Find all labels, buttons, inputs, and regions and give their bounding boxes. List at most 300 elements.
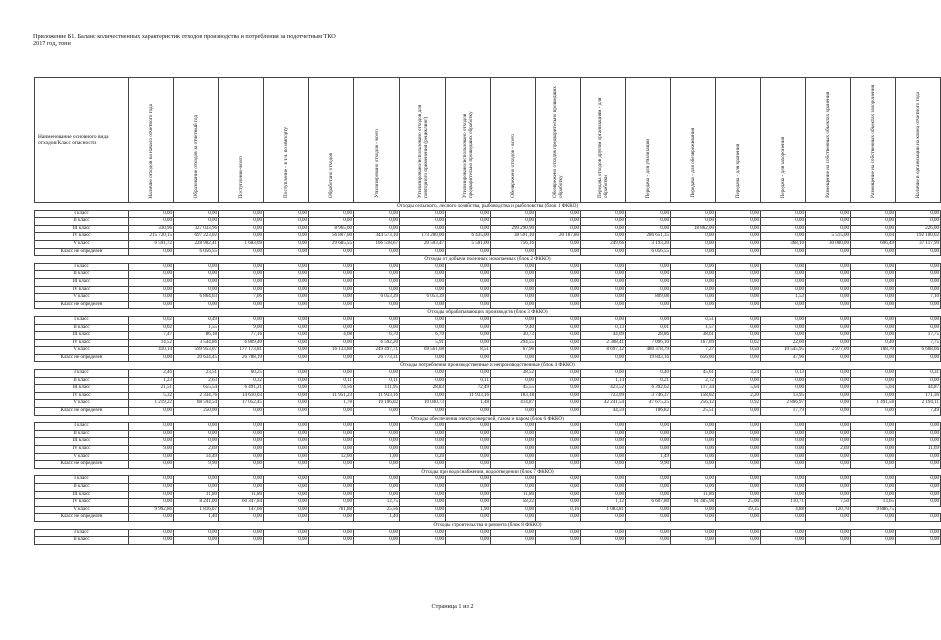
value-cell: 1,55 (174, 324, 219, 332)
value-cell: 0,00 (491, 408, 536, 416)
value-cell: 0,00 (806, 385, 851, 393)
value-cell: 88 594,54 (174, 400, 219, 408)
table-row (35, 218, 941, 226)
column-header (400, 78, 446, 203)
table-row (35, 347, 941, 355)
section-title: Отходы сельского, лесного хозяйства, рыбоводства и рыболовства (блок 1 ФККО) (35, 203, 941, 211)
value-cell: 0,00 (264, 301, 309, 309)
value-cell: 0,00 (400, 529, 446, 537)
value-cell: 1 219,22 (129, 400, 174, 408)
value-cell: 0,00 (446, 218, 491, 226)
value-cell: 0,00 (716, 225, 761, 233)
value-cell: 327 033,96 (174, 225, 219, 233)
value-cell: 0,00 (129, 537, 174, 545)
value-cell: 0,40 (851, 339, 896, 347)
value-cell: 0,00 (174, 423, 219, 431)
value-cell: 0,00 (716, 446, 761, 454)
value-cell: 0,00 (536, 332, 581, 340)
value-cell: 5,91 (400, 339, 446, 347)
value-cell: 0,00 (626, 271, 671, 279)
value-cell: 0,00 (536, 301, 581, 309)
value-cell: 0,00 (219, 430, 264, 438)
value-cell: 0,00 (671, 294, 716, 302)
value-cell: 0,00 (446, 438, 491, 446)
value-cell: 0,00 (806, 316, 851, 324)
value-cell: 0,00 (806, 248, 851, 256)
value-cell: 0,00 (716, 483, 761, 491)
table-row (35, 377, 941, 385)
value-cell: 0,00 (536, 278, 581, 286)
value-cell: 0,00 (400, 392, 446, 400)
value-cell: 0,00 (896, 438, 941, 446)
value-cell: 5 501,00 (446, 240, 491, 248)
table-row (35, 476, 941, 484)
table-row (35, 339, 941, 347)
value-cell: 0,00 (626, 430, 671, 438)
value-cell: 0,00 (354, 218, 400, 226)
value-cell: 0,00 (400, 491, 446, 499)
value-cell: 0,00 (129, 286, 174, 294)
value-cell: 0,00 (354, 537, 400, 545)
hazard-class-cell: V класс (35, 453, 129, 461)
table-row (35, 423, 941, 431)
value-cell: 21,51 (129, 385, 174, 393)
hazard-class-cell: Класс не определен (35, 248, 129, 256)
column-header-label: Наличие в организации на конец отчетного года (915, 91, 921, 198)
value-cell: 0,31 (896, 370, 941, 378)
value-cell: 0,00 (354, 529, 400, 537)
value-cell: 0,00 (761, 423, 806, 431)
value-cell: 0,00 (174, 430, 219, 438)
value-cell: 0,00 (400, 370, 446, 378)
value-cell: 0,00 (491, 354, 536, 362)
value-cell: 1 816,07 (174, 506, 219, 514)
value-cell: 0,00 (851, 514, 896, 522)
value-cell: 5,04 (716, 385, 761, 393)
value-cell: 10 040,73 (400, 400, 446, 408)
value-cell: 0,00 (400, 278, 446, 286)
value-cell: 761,88 (309, 506, 354, 514)
hazard-class-cell: III класс (35, 385, 129, 393)
value-cell: 8 965,00 (309, 225, 354, 233)
value-cell: 0,00 (626, 514, 671, 522)
value-cell: 19 843,16 (626, 354, 671, 362)
value-cell: 0,00 (446, 499, 491, 507)
value-cell: 330,96 (129, 225, 174, 233)
value-cell: 9 886,75 (851, 506, 896, 514)
column-header-label: Передача - для утилизации (645, 138, 651, 198)
value-cell: 0,00 (716, 316, 761, 324)
value-cell: 9,90 (174, 461, 219, 469)
value-cell: 0,00 (626, 446, 671, 454)
value-cell: 0,00 (354, 301, 400, 309)
value-cell: 0,00 (219, 248, 264, 256)
value-cell: 480 378,79 (626, 347, 671, 355)
value-cell: 9,40 (491, 324, 536, 332)
value-cell: 44,09 (581, 332, 626, 340)
value-cell: 215 720,15 (129, 233, 174, 241)
value-cell: 0,00 (400, 423, 446, 431)
value-cell: 0,00 (491, 438, 536, 446)
value-cell: 0,00 (851, 483, 896, 491)
column-header-label: Передача - для обезвреживания (690, 128, 696, 198)
value-cell: 42 241,54 (581, 400, 626, 408)
value-cell: 0,00 (806, 218, 851, 226)
value-cell: 0,00 (806, 271, 851, 279)
value-cell: 0,00 (129, 218, 174, 226)
column-header-label: Образование отходов за отчетный год (193, 114, 199, 198)
value-cell: 0,00 (264, 354, 309, 362)
value-cell: 0,00 (400, 438, 446, 446)
value-cell: 0,00 (400, 461, 446, 469)
value-cell: 0,00 (716, 218, 761, 226)
value-cell: 0,00 (129, 294, 174, 302)
value-cell: 0,00 (264, 339, 309, 347)
value-cell: 0,00 (219, 218, 264, 226)
value-cell: 6 392,62 (626, 385, 671, 393)
value-cell: 0,00 (491, 529, 536, 537)
value-cell: 45,55 (491, 385, 536, 393)
column-header (761, 78, 806, 203)
value-cell: 0,00 (446, 278, 491, 286)
value-cell: 0,00 (536, 430, 581, 438)
hazard-class-cell: V класс (35, 347, 129, 355)
value-cell: 723,09 (581, 392, 626, 400)
value-cell: 0,00 (354, 446, 400, 454)
value-cell: 0,01 (626, 324, 671, 332)
value-cell: 9,00 (219, 324, 264, 332)
column-header-label: Передача - для хранения (735, 143, 741, 198)
value-cell: 0,00 (671, 453, 716, 461)
value-cell: 0,00 (309, 408, 354, 416)
value-cell: 0,00 (264, 316, 309, 324)
value-cell: 0,00 (174, 476, 219, 484)
value-cell: 0,00 (491, 301, 536, 309)
value-cell: 0,00 (174, 271, 219, 279)
value-cell: 0,21 (626, 377, 671, 385)
value-cell: 0,00 (446, 461, 491, 469)
value-cell: 0,00 (896, 529, 941, 537)
value-cell: 0,40 (626, 370, 671, 378)
value-cell: 0,00 (446, 332, 491, 340)
value-cell: 0,00 (671, 301, 716, 309)
hazard-class-cell: I класс (35, 210, 129, 218)
hazard-class-cell: III класс (35, 278, 129, 286)
value-cell: 2 194,11 (896, 400, 941, 408)
value-cell: 0,00 (671, 483, 716, 491)
value-cell: 0,00 (671, 240, 716, 248)
value-cell: 0,02 (129, 324, 174, 332)
value-cell: 0,00 (219, 438, 264, 446)
value-cell: 0,00 (536, 514, 581, 522)
value-cell: 0,00 (264, 392, 309, 400)
value-cell: 2,72 (671, 377, 716, 385)
value-cell: 0,00 (264, 491, 309, 499)
value-cell: 0,00 (446, 263, 491, 271)
value-cell: 0,00 (309, 354, 354, 362)
value-cell: 0,00 (896, 210, 941, 218)
value-cell: 0,00 (851, 377, 896, 385)
value-cell: 5,04 (851, 385, 896, 393)
value-cell: 60,25 (219, 370, 264, 378)
column-header (896, 78, 941, 203)
value-cell: 6 056,55 (174, 248, 219, 256)
value-cell: 0,00 (581, 278, 626, 286)
value-cell: 1,40 (354, 514, 400, 522)
value-cell: 0,00 (264, 438, 309, 446)
value-cell: 0,00 (446, 446, 491, 454)
value-cell: 0,00 (761, 301, 806, 309)
value-cell: 0,00 (219, 529, 264, 537)
value-cell: 0,00 (851, 218, 896, 226)
table-row (35, 316, 941, 324)
value-cell: 0,00 (806, 537, 851, 545)
value-cell: 0,00 (491, 430, 536, 438)
table-row (35, 529, 941, 537)
value-cell: 0,00 (806, 294, 851, 302)
value-cell: 0,00 (536, 483, 581, 491)
value-cell: 0,00 (761, 263, 806, 271)
value-cell: 0,00 (581, 263, 626, 271)
value-cell: 0,00 (309, 438, 354, 446)
value-cell: 0,00 (536, 453, 581, 461)
value-cell: 0,00 (400, 286, 446, 294)
hazard-class-cell: I класс (35, 263, 129, 271)
table-row (35, 461, 941, 469)
value-cell: 0,00 (400, 271, 446, 279)
value-cell: 0,00 (400, 324, 446, 332)
value-cell: 0,00 (536, 461, 581, 469)
value-cell: 4,08 (309, 332, 354, 340)
value-cell: 0,00 (761, 385, 806, 393)
value-cell: 0,00 (716, 271, 761, 279)
value-cell: 7,75 (896, 339, 941, 347)
value-cell: 0,00 (446, 514, 491, 522)
value-cell: 423,52 (581, 385, 626, 393)
value-cell: 0,00 (716, 294, 761, 302)
hazard-class-cell: IV класс (35, 499, 129, 507)
value-cell: 0,00 (354, 316, 400, 324)
value-cell: 11 951,23 (309, 392, 354, 400)
hazard-class-cell: III класс (35, 491, 129, 499)
value-cell: 0,00 (309, 278, 354, 286)
value-cell: 0,00 (581, 248, 626, 256)
value-cell: 1,57 (671, 324, 716, 332)
value-cell: 0,00 (896, 278, 941, 286)
value-cell: 13,95 (761, 392, 806, 400)
column-header-label: Утилизировано отходов - всего (373, 129, 380, 198)
value-cell: 0,00 (626, 225, 671, 233)
value-cell: 3 544,86 (174, 339, 219, 347)
value-cell: 11 933,16 (446, 392, 491, 400)
value-cell: 0,00 (671, 476, 716, 484)
value-cell: 0,00 (491, 218, 536, 226)
section-header-row (35, 203, 941, 211)
value-cell: 0,00 (129, 301, 174, 309)
column-header: Наименование основного вида отходов/Класс опасности (35, 78, 129, 203)
value-cell: 7,06 (219, 294, 264, 302)
value-cell: 0,00 (446, 491, 491, 499)
value-cell: 0,00 (174, 278, 219, 286)
value-cell: 5 515,00 (806, 233, 851, 241)
value-cell: 167,69 (671, 339, 716, 347)
table-row (35, 400, 941, 408)
value-cell: 0,00 (761, 491, 806, 499)
table-row (35, 499, 941, 507)
hazard-class-cell: I класс (35, 423, 129, 431)
column-header (626, 78, 671, 203)
value-cell: 0,00 (716, 408, 761, 416)
column-header-label: Размещение на собственных объектах хранения (825, 92, 831, 198)
value-cell: 0,00 (581, 446, 626, 454)
value-cell: 0,00 (806, 423, 851, 431)
value-cell: 6 591,72 (129, 240, 174, 248)
value-cell: 0,00 (896, 316, 941, 324)
table-header-row (35, 78, 941, 203)
value-cell: 0,00 (536, 324, 581, 332)
value-cell: 0,00 (806, 377, 851, 385)
value-cell: 0,00 (716, 240, 761, 248)
value-cell: 0,00 (446, 453, 491, 461)
value-cell: 0,00 (129, 210, 174, 218)
value-cell: 0,00 (264, 408, 309, 416)
table-row (35, 301, 941, 309)
value-cell: 0,00 (129, 483, 174, 491)
value-cell: 0,00 (491, 316, 536, 324)
value-cell: 23,51 (174, 370, 219, 378)
value-cell: 0,00 (219, 476, 264, 484)
value-cell: 0,00 (354, 423, 400, 431)
value-cell: 0,00 (716, 332, 761, 340)
value-cell: 0,00 (851, 423, 896, 431)
value-cell: 0,00 (400, 263, 446, 271)
value-cell: 2 977,00 (806, 347, 851, 355)
value-cell: 0,00 (309, 476, 354, 484)
value-cell: 0,00 (446, 324, 491, 332)
value-cell: 2 308,41 (581, 339, 626, 347)
value-cell: 0,00 (581, 430, 626, 438)
hazard-class-cell: III класс (35, 225, 129, 233)
hazard-class-cell: V класс (35, 240, 129, 248)
value-cell: 108,70 (851, 347, 896, 355)
value-cell: 249,66 (581, 240, 626, 248)
column-header-label: Обезврежено отходов предварительно прошедших обработку (552, 86, 564, 198)
table-row (35, 332, 941, 340)
value-cell: 0,00 (400, 446, 446, 454)
value-cell: 0,00 (626, 423, 671, 431)
value-cell: 0,00 (671, 278, 716, 286)
value-cell: 0,00 (851, 263, 896, 271)
value-cell: 0,00 (309, 529, 354, 537)
value-cell: 0,00 (219, 453, 264, 461)
value-cell: 0,00 (536, 210, 581, 218)
section-title: Отходы обеспечения электроэнергией, газом и паром (блок 6 ФККО) (35, 415, 941, 423)
value-cell: 0,00 (491, 294, 536, 302)
column-header-label: Передача отходов другим организациям - для обработки (597, 97, 609, 198)
value-cell: 6 491,21 (219, 385, 264, 393)
value-cell: 0,00 (446, 476, 491, 484)
value-cell: 0,00 (806, 438, 851, 446)
value-cell: 0,00 (446, 271, 491, 279)
value-cell: 368,10 (761, 240, 806, 248)
value-cell: 0,00 (264, 430, 309, 438)
value-cell: 0,00 (446, 316, 491, 324)
value-cell: 120,70 (806, 506, 851, 514)
value-cell: 0,00 (716, 529, 761, 537)
value-cell: 0,00 (806, 263, 851, 271)
value-cell: 0,00 (446, 210, 491, 218)
value-cell: 47 675,25 (626, 400, 671, 408)
value-cell: 0,00 (806, 339, 851, 347)
value-cell: 0,00 (716, 278, 761, 286)
value-cell: 1,49 (626, 453, 671, 461)
value-cell: 0,00 (309, 423, 354, 431)
value-cell: 25,00 (716, 499, 761, 507)
document-subtitle: 2017 год, тонн (33, 40, 71, 47)
value-cell: 0,00 (806, 332, 851, 340)
value-cell: 0,00 (129, 271, 174, 279)
value-cell: 0,00 (536, 392, 581, 400)
value-cell: 0,00 (400, 377, 446, 385)
value-cell: 3,24 (716, 370, 761, 378)
value-cell: 0,00 (761, 271, 806, 279)
value-cell: 0,00 (761, 476, 806, 484)
table-row (35, 438, 941, 446)
table-row (35, 278, 941, 286)
value-cell: 0,00 (896, 263, 941, 271)
value-cell: 0,00 (491, 476, 536, 484)
value-cell: 0,00 (626, 537, 671, 545)
value-cell: 0,00 (671, 514, 716, 522)
value-cell: 1,90 (446, 506, 491, 514)
value-cell: 0,00 (264, 271, 309, 279)
value-cell: 0,00 (671, 461, 716, 469)
value-cell: 0,13 (761, 370, 806, 378)
value-cell: 0,00 (174, 301, 219, 309)
hazard-class-cell: II класс (35, 377, 129, 385)
value-cell: 0,00 (716, 263, 761, 271)
value-cell: 0,00 (491, 537, 536, 545)
value-cell: 0,00 (806, 286, 851, 294)
value-cell: 0,00 (309, 324, 354, 332)
value-cell: 110,71 (761, 499, 806, 507)
value-cell: 0,00 (806, 278, 851, 286)
hazard-class-cell: IV класс (35, 339, 129, 347)
value-cell: 0,00 (581, 301, 626, 309)
value-cell: 294,55 (491, 339, 536, 347)
value-cell: 0,00 (309, 514, 354, 522)
value-cell: 0,00 (129, 514, 174, 522)
value-cell: 0,00 (671, 438, 716, 446)
value-cell: 0,00 (354, 430, 400, 438)
hazard-class-cell: IV класс (35, 392, 129, 400)
value-cell: 0,00 (309, 263, 354, 271)
value-cell: 0,00 (761, 316, 806, 324)
value-cell: 0,32 (219, 377, 264, 385)
value-cell: 0,00 (581, 210, 626, 218)
value-cell: 0,00 (219, 286, 264, 294)
value-cell: 0,00 (219, 446, 264, 454)
value-cell: 0,00 (716, 377, 761, 385)
value-cell: 0,00 (129, 248, 174, 256)
value-cell: 0,00 (129, 499, 174, 507)
value-cell: 0,00 (536, 240, 581, 248)
table-row (35, 483, 941, 491)
hazard-class-cell: I класс (35, 370, 129, 378)
value-cell: 0,92 (716, 400, 761, 408)
value-cell: 38,61 (671, 332, 716, 340)
value-cell: 0,00 (491, 248, 536, 256)
